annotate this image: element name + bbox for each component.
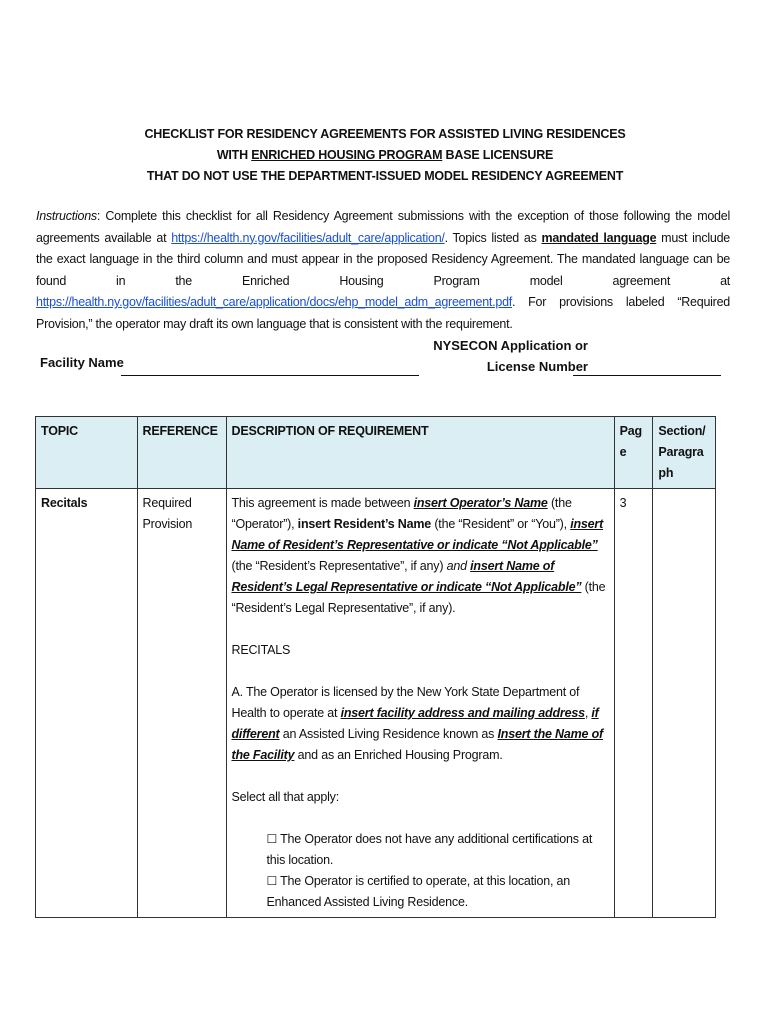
representative-name-placeholder: insert Name of Resident’s Representative or indicate “Not Applicable”: [231, 517, 604, 552]
agreement-parties-paragraph: [232, 493, 609, 619]
recitals-heading: RECITALS: [231, 643, 291, 657]
title-line-1: CHECKLIST FOR RESIDENCY AGREEMENTS FOR ASSISTED LIVING RESIDENCES: [144, 127, 626, 141]
header-page: Page: [614, 417, 653, 489]
row-page: 3: [614, 489, 653, 918]
nysecon-label: [420, 335, 588, 377]
model-agreements-link[interactable]: https://health.ny.gov/facilities/adult_care/application/: [171, 230, 445, 245]
table-row: [36, 489, 716, 918]
certification-options: [232, 829, 609, 913]
license-number-field[interactable]: [573, 375, 721, 376]
title-line-2-prefix: WITH: [216, 148, 252, 162]
p1-text-and: and: [446, 559, 467, 573]
facility-name-field[interactable]: [121, 375, 419, 376]
table-header-row: [36, 417, 716, 489]
title-line-2-suffix: BASE LICENSURE: [442, 148, 554, 162]
recital-a-paragraph: [232, 682, 609, 766]
instructions-text-4: . For provisions labeled “Required Provision,” the operator may draft its own language that is consistent with the requirement.: [36, 295, 730, 331]
p1-text-k: (the “Resident’s Legal Representative”, if any).: [231, 580, 606, 615]
facility-name-placeholder: Insert the Name of the Facility: [231, 727, 603, 762]
header-reference: REFERENCE: [137, 417, 226, 489]
instructions-paragraph: [36, 206, 730, 335]
nysecon-label-line-1: NYSECON Application or: [433, 338, 588, 353]
p3-text-c: ,: [584, 706, 592, 720]
requirements-table: [35, 416, 716, 918]
p1-text-e: (the “Resident” or “You”),: [431, 517, 571, 531]
document-title: [0, 124, 770, 187]
resident-name-placeholder: insert Resident’s Name: [297, 517, 432, 531]
option-no-additional-certifications[interactable]: [267, 829, 609, 871]
select-all-instruction: Select all that apply:: [231, 790, 339, 804]
mandated-language-term: mandated language: [541, 230, 657, 245]
row-topic: Recitals: [36, 489, 138, 918]
legal-representative-placeholder: insert Name of Resident’s Legal Representative or indicate “Not Applicable”: [231, 559, 582, 594]
if-different-placeholder: if different: [231, 706, 599, 741]
facility-address-placeholder: insert facility address and mailing address: [340, 706, 585, 720]
p3-text-a: A. The Operator is licensed by the New York State Department of Health to operate at: [231, 685, 580, 720]
checkbox-icon[interactable]: ☐: [266, 874, 278, 888]
instructions-text-2: . Topics listed as: [444, 230, 542, 245]
row-section[interactable]: [653, 489, 716, 918]
ehp-model-agreement-link[interactable]: https://health.ny.gov/facilities/adult_care/application/docs/ehp_model_adm_agreement.pdf: [36, 295, 512, 309]
operator-name-placeholder: insert Operator’s Name: [413, 496, 548, 510]
option-2-label: The Operator is certified to operate, at this location, an Enhanced Assisted Living Residence.: [266, 874, 571, 909]
row-reference: Required Provision: [137, 489, 226, 918]
p3-text-g: and as an Enriched Housing Program.: [294, 748, 503, 762]
instructions-label: Instructions: [36, 209, 97, 223]
option-1-label: The Operator does not have any additional certifications at this location.: [266, 832, 593, 867]
title-program-name: ENRICHED HOUSING PROGRAM: [251, 148, 443, 162]
checkbox-icon[interactable]: ☐: [266, 832, 278, 846]
title-line-2: [0, 145, 770, 166]
header-description: DESCRIPTION OF REQUIREMENT: [226, 417, 614, 489]
row-description: [226, 489, 614, 918]
option-enhanced-alr[interactable]: [267, 871, 609, 913]
instructions-text-1: : Complete this checklist for all Residency Agreement submissions with the exception of those following the model agreements available at: [36, 209, 730, 245]
p1-text-c: (the “Operator”),: [231, 496, 572, 531]
facility-name-label: Facility Name: [40, 355, 124, 370]
header-section: Section/ Paragraph: [653, 417, 716, 489]
p3-text-e: an Assisted Living Residence known as: [279, 727, 498, 741]
instructions-text-3: must include the exact language in the third column and must appear in the proposed Residency Agreement. The mandated language can be found in the Enriched Housing Program model agreement at: [36, 230, 730, 288]
nysecon-label-line-2: License Number: [486, 359, 588, 374]
title-line-3: THAT DO NOT USE THE DEPARTMENT-ISSUED MODEL RESIDENCY AGREEMENT: [146, 169, 624, 183]
header-topic: TOPIC: [36, 417, 138, 489]
p1-text-g: (the “Resident’s Representative”, if any): [231, 559, 447, 573]
p1-text-a: This agreement is made between: [231, 496, 414, 510]
